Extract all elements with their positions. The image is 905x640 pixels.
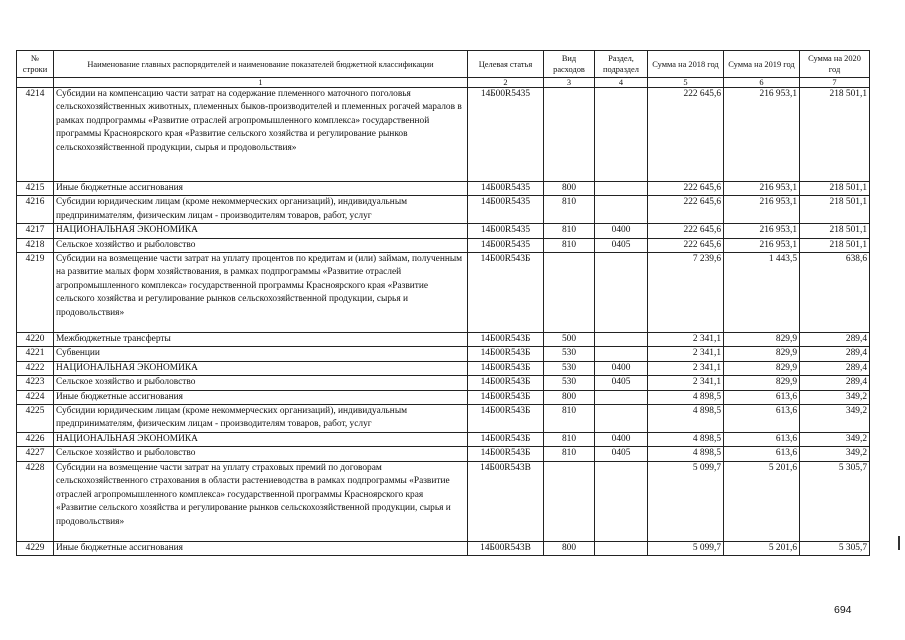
row-sum-2020: 218 501,1 [800, 88, 870, 182]
table-row [17, 333, 870, 347]
row-section [595, 333, 648, 347]
row-section [595, 390, 648, 404]
header-target: Целевая статья [468, 51, 544, 78]
row-sum-2019: 216 953,1 [724, 224, 800, 238]
row-sum-2019: 829,9 [724, 347, 800, 361]
row-type: 500 [544, 333, 595, 347]
table-row [17, 390, 870, 404]
row-number: 4220 [17, 333, 54, 347]
row-name: НАЦИОНАЛЬНАЯ ЭКОНОМИКА [54, 224, 468, 238]
row-type: 800 [544, 390, 595, 404]
row-sum-2018: 4 898,5 [648, 405, 724, 433]
row-sum-2020: 5 305,7 [800, 461, 870, 541]
row-sum-2018: 222 645,6 [648, 224, 724, 238]
row-type: 810 [544, 224, 595, 238]
table-body [17, 88, 870, 556]
row-sum-2018: 2 341,1 [648, 347, 724, 361]
row-name: Субвенции [54, 347, 468, 361]
row-sum-2018: 222 645,6 [648, 196, 724, 224]
row-sum-2019: 829,9 [724, 361, 800, 375]
table-row [17, 405, 870, 433]
row-type: 810 [544, 405, 595, 433]
header-sum-2019: Сумма на 2019 год [724, 51, 800, 78]
row-sum-2018: 222 645,6 [648, 88, 724, 182]
row-section: 0405 [595, 238, 648, 252]
table-row [17, 238, 870, 252]
row-sum-2019: 5 201,6 [724, 541, 800, 555]
row-sum-2020: 349,2 [800, 390, 870, 404]
row-number: 4222 [17, 361, 54, 375]
colnum-2: 2 [468, 78, 544, 88]
row-name: Сельское хозяйство и рыболовство [54, 238, 468, 252]
row-target: 14Б00R543Б [468, 253, 544, 333]
row-sum-2020: 289,4 [800, 376, 870, 390]
row-name: НАЦИОНАЛЬНАЯ ЭКОНОМИКА [54, 361, 468, 375]
row-target: 14Б00R543В [468, 461, 544, 541]
row-sum-2020: 349,2 [800, 447, 870, 461]
row-name: Сельское хозяйство и рыболовство [54, 447, 468, 461]
table-row [17, 361, 870, 375]
table-row [17, 224, 870, 238]
row-section [595, 196, 648, 224]
row-sum-2019: 216 953,1 [724, 238, 800, 252]
colnum-6: 6 [724, 78, 800, 88]
row-sum-2019: 613,6 [724, 447, 800, 461]
row-name: Сельское хозяйство и рыболовство [54, 376, 468, 390]
row-sum-2018: 5 099,7 [648, 461, 724, 541]
row-section: 0400 [595, 361, 648, 375]
row-name: Субсидии юридическим лицам (кроме некоммерческих организаций), индивидуальным предпринимателям, физическим лицам - производителям товаров, работ, услуг [54, 196, 468, 224]
row-number: 4227 [17, 447, 54, 461]
header-row-no: № строки [17, 51, 54, 78]
row-sum-2018: 2 341,1 [648, 361, 724, 375]
row-sum-2018: 4 898,5 [648, 390, 724, 404]
row-sum-2019: 1 443,5 [724, 253, 800, 333]
row-sum-2020: 5 305,7 [800, 541, 870, 555]
row-sum-2019: 829,9 [724, 333, 800, 347]
colnum-5: 5 [648, 78, 724, 88]
row-name: Субсидии юридическим лицам (кроме некоммерческих организаций), индивидуальным предпринимателям, физическим лицам - производителям товаров, работ, услуг [54, 405, 468, 433]
row-type: 810 [544, 196, 595, 224]
header-sum-2020: Сумма на 2020 год [800, 51, 870, 78]
table-row [17, 182, 870, 196]
row-name: Иные бюджетные ассигнования [54, 182, 468, 196]
row-name: НАЦИОНАЛЬНАЯ ЭКОНОМИКА [54, 433, 468, 447]
row-target: 14Б00R5435 [468, 88, 544, 182]
table-row [17, 196, 870, 224]
colnum-4: 4 [595, 78, 648, 88]
row-section [595, 461, 648, 541]
colnum-empty [17, 78, 54, 88]
row-sum-2019: 613,6 [724, 390, 800, 404]
row-sum-2020: 218 501,1 [800, 182, 870, 196]
row-target: 14Б00R5435 [468, 196, 544, 224]
row-sum-2020: 289,4 [800, 333, 870, 347]
row-sum-2020: 289,4 [800, 361, 870, 375]
row-target: 14Б00R543Б [468, 333, 544, 347]
row-number: 4225 [17, 405, 54, 433]
row-sum-2020: 349,2 [800, 433, 870, 447]
row-sum-2018: 2 341,1 [648, 333, 724, 347]
row-sum-2018: 4 898,5 [648, 447, 724, 461]
colnum-7: 7 [800, 78, 870, 88]
row-number: 4226 [17, 433, 54, 447]
table-row [17, 461, 870, 541]
row-target: 14Б00R543Б [468, 347, 544, 361]
row-sum-2020: 638,6 [800, 253, 870, 333]
table-row [17, 433, 870, 447]
row-type [544, 88, 595, 182]
row-section [595, 88, 648, 182]
row-target: 14Б00R543Б [468, 361, 544, 375]
row-type: 810 [544, 433, 595, 447]
header-sum-2018: Сумма на 2018 год [648, 51, 724, 78]
row-target: 14Б00R5435 [468, 182, 544, 196]
row-name: Субсидии на возмещение части затрат на уплату страховых премий по договорам сельскохозяйственного страхования в области растениеводства в рамках подпрограммы «Развитие отраслей агропромышленного комплекса» государственной программы Красноярского края «Развитие сельского хозяйства и регулирование рынков сельскохозяйственной продукции, сырья и продовольствия» [54, 461, 468, 541]
row-number: 4223 [17, 376, 54, 390]
row-sum-2019: 613,6 [724, 433, 800, 447]
row-section: 0405 [595, 447, 648, 461]
row-type: 800 [544, 541, 595, 555]
row-target: 14Б00R543Б [468, 390, 544, 404]
budget-table [16, 50, 870, 556]
table-row [17, 88, 870, 182]
row-type: 800 [544, 182, 595, 196]
row-sum-2018: 2 341,1 [648, 376, 724, 390]
row-target: 14Б00R5435 [468, 238, 544, 252]
header-section: Раздел, подраздел [595, 51, 648, 78]
row-section [595, 182, 648, 196]
row-name: Субсидии на возмещение части затрат на уплату процентов по кредитам и (или) займам, полученным на развитие малых форм хозяйствования, в рамках подпрограммы «Развитие отраслей агропромышленного комплекса» государственной программы Красноярского края «Развитие сельского хозяйства и регулирование рынков сельскохозяйственной продукции, сырья и продовольствия» [54, 253, 468, 333]
row-sum-2018: 5 099,7 [648, 541, 724, 555]
row-type: 530 [544, 361, 595, 375]
row-section: 0400 [595, 224, 648, 238]
row-number: 4219 [17, 253, 54, 333]
column-number-row [17, 78, 870, 88]
row-number: 4229 [17, 541, 54, 555]
row-number: 4214 [17, 88, 54, 182]
header-type: Вид расходов [544, 51, 595, 78]
row-target: 14Б00R543Б [468, 405, 544, 433]
header-name: Наименование главных распорядителей и наименование показателей бюджетной классификации [54, 51, 468, 78]
row-sum-2018: 7 239,6 [648, 253, 724, 333]
row-sum-2018: 222 645,6 [648, 182, 724, 196]
row-number: 4216 [17, 196, 54, 224]
margin-mark [898, 536, 900, 550]
row-sum-2020: 218 501,1 [800, 196, 870, 224]
row-number: 4224 [17, 390, 54, 404]
row-number: 4217 [17, 224, 54, 238]
page-number: 694 [834, 604, 852, 616]
row-type: 530 [544, 376, 595, 390]
row-number: 4218 [17, 238, 54, 252]
row-section [595, 405, 648, 433]
table-row [17, 447, 870, 461]
row-sum-2020: 218 501,1 [800, 238, 870, 252]
row-type [544, 461, 595, 541]
row-section: 0405 [595, 376, 648, 390]
row-sum-2019: 613,6 [724, 405, 800, 433]
row-section [595, 253, 648, 333]
row-number: 4228 [17, 461, 54, 541]
row-target: 14Б00R5435 [468, 224, 544, 238]
row-target: 14Б00R543Б [468, 376, 544, 390]
row-target: 14Б00R543Б [468, 447, 544, 461]
row-sum-2018: 4 898,5 [648, 433, 724, 447]
row-section [595, 347, 648, 361]
table-row [17, 541, 870, 555]
row-target: 14Б00R543Б [468, 433, 544, 447]
row-sum-2019: 5 201,6 [724, 461, 800, 541]
row-sum-2020: 218 501,1 [800, 224, 870, 238]
row-type: 810 [544, 447, 595, 461]
row-sum-2018: 222 645,6 [648, 238, 724, 252]
table-row [17, 253, 870, 333]
row-name: Иные бюджетные ассигнования [54, 390, 468, 404]
table-row [17, 347, 870, 361]
row-name: Иные бюджетные ассигнования [54, 541, 468, 555]
row-sum-2019: 216 953,1 [724, 196, 800, 224]
row-section: 0400 [595, 433, 648, 447]
row-type: 530 [544, 347, 595, 361]
row-name: Субсидии на компенсацию части затрат на содержание племенного маточного поголовья сельскохозяйственных животных, племенных быков-производителей и племенных рогачей маралов в рамках подпрограммы «Развитие отраслей агропромышленного комплекса» государственной программы Красноярского края «Развитие сельского хозяйства и регулирование рынков сельскохозяйственной продукции, сырья и продовольствия» [54, 88, 468, 182]
row-type [544, 253, 595, 333]
colnum-1: 1 [54, 78, 468, 88]
header-row [17, 51, 870, 78]
row-sum-2020: 349,2 [800, 405, 870, 433]
row-sum-2019: 216 953,1 [724, 88, 800, 182]
row-name: Межбюджетные трансферты [54, 333, 468, 347]
row-target: 14Б00R543В [468, 541, 544, 555]
row-section [595, 541, 648, 555]
row-sum-2019: 829,9 [724, 376, 800, 390]
table-row [17, 376, 870, 390]
row-number: 4215 [17, 182, 54, 196]
row-sum-2019: 216 953,1 [724, 182, 800, 196]
row-type: 810 [544, 238, 595, 252]
colnum-3: 3 [544, 78, 595, 88]
row-sum-2020: 289,4 [800, 347, 870, 361]
row-number: 4221 [17, 347, 54, 361]
